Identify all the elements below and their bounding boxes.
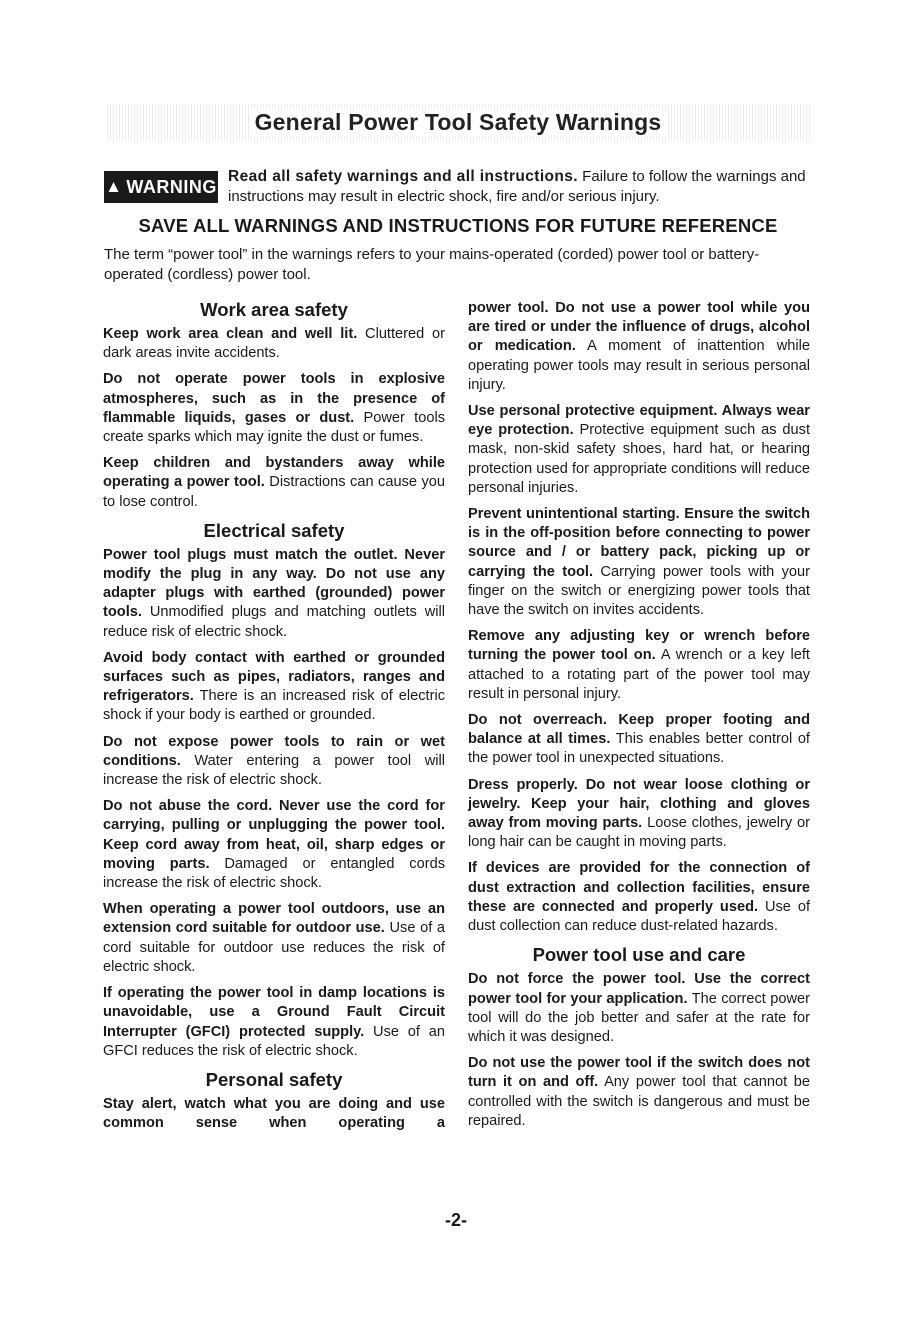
paragraph-body: Use of dust collection can reduce dust-related hazards. — [468, 898, 810, 935]
paragraph — [103, 325, 445, 363]
warning-text — [228, 167, 813, 207]
paragraph-body: Cluttered or dark areas invite accidents. — [103, 326, 445, 362]
paragraph-lead: Do not force the power tool. Use the correct power tool for your application. — [468, 971, 810, 1007]
paragraph-body: A moment of inattention while operating power tools may result in serious personal injury. — [468, 338, 810, 393]
paragraph — [468, 627, 810, 704]
paragraph — [103, 546, 445, 642]
paragraph-body: Distractions can cause you to lose control. — [103, 474, 445, 510]
paragraph-lead: Do not use the power tool if the switch does not turn it on and off. — [468, 1055, 810, 1091]
paragraph — [468, 970, 810, 1047]
paragraph-lead: Do not abuse the cord. Never use the cord for carrying, pulling or unplugging the power tool. Keep cord away from heat, oil, sharp edges or moving parts. — [103, 798, 445, 872]
paragraph-body: This enables better control of the power tool in unexpected situations. — [468, 731, 810, 767]
paragraph — [103, 900, 445, 977]
paragraph-body: Use of a cord suitable for outdoor use reduces the risk of electric shock. — [103, 920, 446, 975]
paragraph — [103, 733, 445, 791]
paragraph-lead: Use personal protective equipment. Always wear eye protection. — [468, 403, 810, 439]
warning-badge-label: WARNING — [126, 176, 217, 197]
save-heading: SAVE ALL WARNINGS AND INSTRUCTIONS FOR FUTURE REFERENCE — [138, 215, 778, 236]
paragraph-lead: Prevent unintentional starting. Ensure the switch is in the off-position before connecting to power source and / or battery pack, picking up or carrying the tool. — [468, 506, 810, 580]
paragraph — [468, 299, 810, 395]
paragraph-body: Water entering a power tool will increase the risk of electric shock. — [103, 752, 445, 789]
intro-paragraph: The term “power tool” in the warnings refers to your mains-operated (corded) power tool or battery-operated (cordless) power tool. — [104, 246, 760, 283]
paragraph-lead: Dress properly. Do not wear loose clothing or jewelry. Keep your hair, clothing and gloves away from moving parts. — [468, 776, 810, 832]
paragraph-body: Damaged or entangled cords increase the risk of electric shock. — [103, 855, 445, 892]
paragraph — [468, 859, 810, 936]
paragraph — [468, 505, 810, 620]
paragraph — [468, 1054, 810, 1131]
page-title: General Power Tool Safety Warnings — [249, 109, 668, 136]
paragraph-body: Unmodified plugs and matching outlets will reduce risk of electric shock. — [103, 604, 445, 640]
paragraph — [468, 711, 810, 769]
paragraph-body: Use of an GFCI reduces the risk of electric shock. — [103, 1023, 445, 1059]
paragraph-lead: Power tool plugs must match the outlet. Never modify the plug in any way. Do not use any adapter plugs with earthed (grounded) power tools. — [103, 546, 445, 621]
paragraph-body: Loose clothes, jewelry or long hair can be caught in moving parts. — [468, 815, 810, 851]
paragraph-lead: Avoid body contact with earthed or grounded surfaces such as pipes, radiators, ranges and refrigerators. — [103, 649, 445, 705]
paragraph-lead: Stay alert, watch what you are doing and use common sense when operating a — [103, 1095, 445, 1132]
paragraph-lead: Do not overreach. Keep proper footing and balance at all times. — [468, 712, 810, 748]
paragraph-lead: If operating the power tool in damp locations is unavoidable, use a Ground Fault Circuit Interrupter (GFCI) protected supply. — [103, 985, 445, 1040]
warning-body: Failure to follow the warnings and instructions may result in electric shock, fire and/or serious injury. — [228, 168, 806, 205]
paragraph-body: Any power tool that cannot be controlled with the switch is dangerous and must be repaired. — [468, 1074, 811, 1129]
paragraph-body: There is an increased risk of electric shock if your body is earthed or grounded. — [103, 688, 445, 724]
heading-work-area: Work area safety — [200, 299, 348, 320]
paragraph-body: Power tools create sparks which may ignite the dust or fumes. — [103, 409, 445, 446]
right-column — [468, 299, 810, 1138]
left-column — [103, 299, 445, 1140]
heading-use-care: Power tool use and care — [532, 944, 746, 966]
paragraph — [468, 402, 810, 498]
warning-lead: Read all safety warnings and all instructions. — [228, 168, 579, 185]
paragraph-lead: Do not operate power tools in explosive atmospheres, such as in the presence of flammable liquids, gases or dust. — [103, 371, 445, 426]
paragraph — [103, 370, 445, 447]
paragraph-body: Protective equipment such as dust mask, non-skid safety shoes, hard hat, or hearing protection used for appropriate conditions will reduce personal injuries. — [468, 422, 810, 496]
title-band — [105, 104, 811, 140]
heading-personal: Personal safety — [205, 1068, 343, 1090]
paragraph — [103, 454, 445, 512]
paragraph-lead: Keep work area clean and well lit. — [103, 326, 358, 342]
paragraph-body: A wrench or a key left attached to a rotating part of the power tool may result in personal injury. — [468, 647, 810, 702]
paragraph-lead: power tool. Do not use a power tool while you are tired or under the influence of drugs, alcohol or medication. — [468, 300, 810, 355]
warning-triangle-icon: ▲ — [105, 177, 123, 196]
paragraph-lead: Keep children and bystanders away while operating a power tool. — [103, 455, 445, 491]
page-number: -2- — [445, 1210, 467, 1230]
warning-badge — [104, 171, 218, 203]
paragraph-lead: If devices are provided for the connection of dust extraction and collection facilities, ensure these are connected and properly used. — [468, 860, 810, 915]
paragraph — [103, 984, 445, 1061]
heading-electrical: Electrical safety — [203, 519, 345, 541]
paragraph-lead: Remove any adjusting key or wrench before turning the power tool on. — [468, 628, 810, 664]
paragraph — [103, 797, 445, 893]
paragraph-lead: When operating a power tool outdoors, use an extension cord suitable for outdoor use. — [103, 901, 445, 937]
paragraph-body: The correct power tool will do the job better and safer at the rate for which it was designed. — [468, 990, 810, 1045]
paragraph-lead: Do not expose power tools to rain or wet conditions. — [103, 733, 445, 769]
paragraph-body: Carrying power tools with your finger on the switch or energizing power tools that have the switch on invites accidents. — [468, 563, 811, 619]
paragraph — [468, 776, 810, 853]
paragraph — [103, 649, 445, 726]
paragraph — [103, 1095, 445, 1133]
